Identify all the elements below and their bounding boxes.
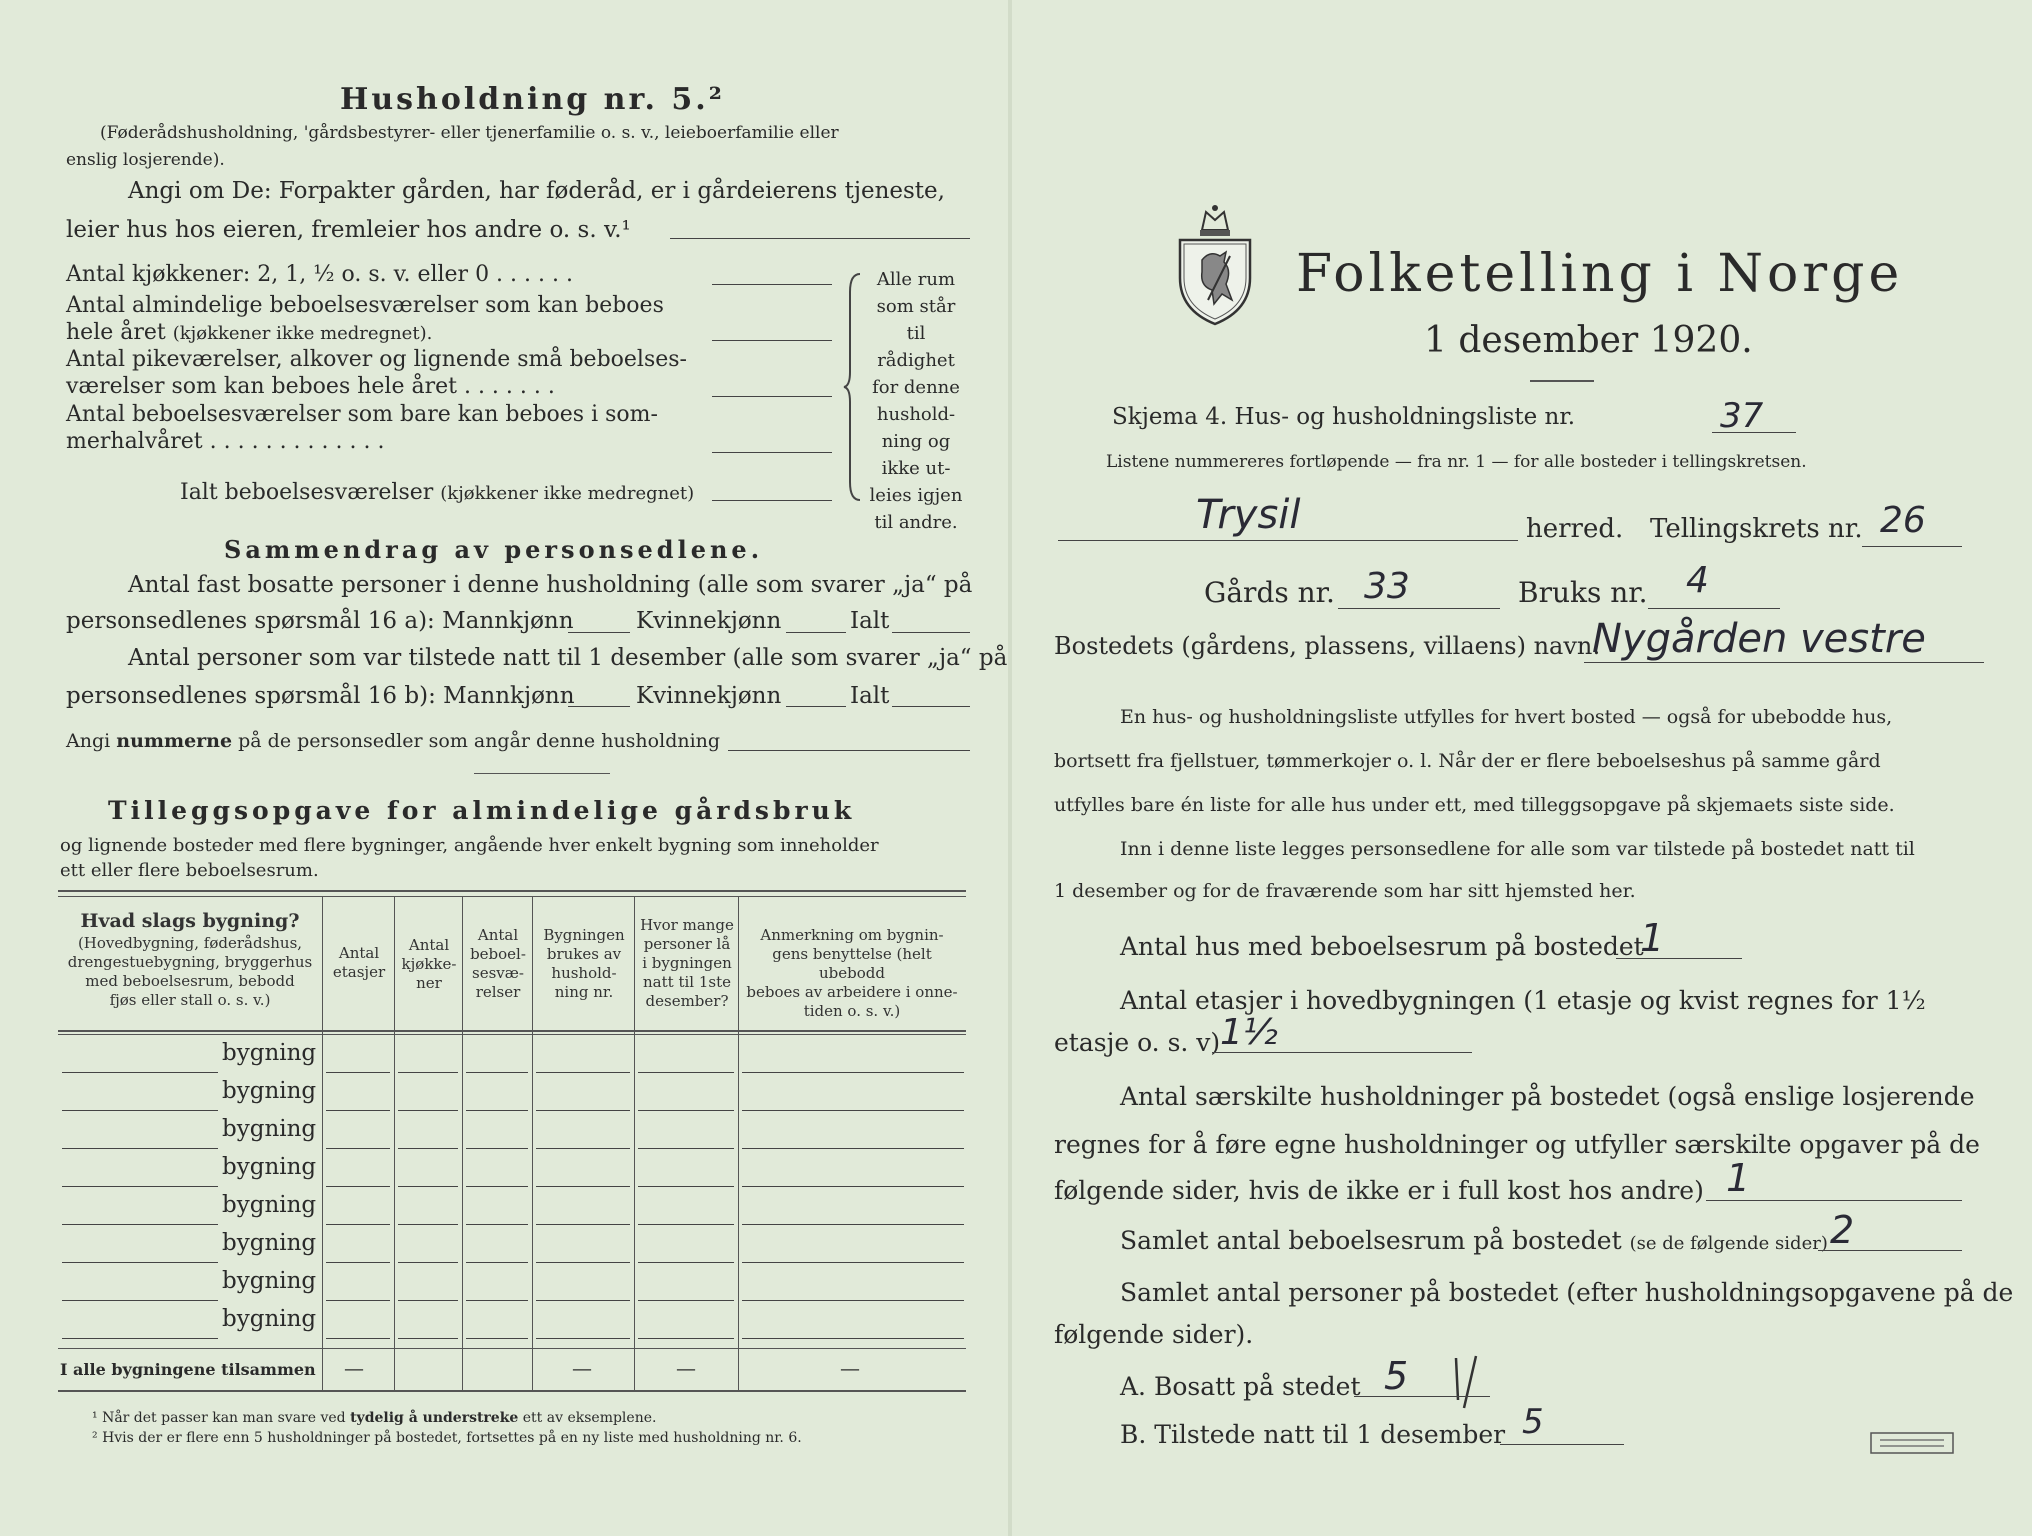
gards-label: Gårds nr. — [1204, 576, 1335, 609]
herred-value[interactable]: Trysil — [1196, 492, 1301, 538]
angi-answer-line[interactable] — [670, 238, 970, 239]
tilstede-mann-line[interactable] — [568, 706, 630, 707]
tilstede-ialt-line[interactable] — [892, 706, 970, 707]
table-cell[interactable] — [466, 1072, 528, 1073]
table-cell[interactable] — [638, 1262, 734, 1263]
table-cell[interactable] — [398, 1148, 458, 1149]
tillegg-line-1: og lignende bosteder med flere bygninger, angående hver enkelt bygning som inneholder — [60, 835, 879, 856]
info-line-1: En hus- og husholdningsliste utfylles for hvert bosted — også for ubebodde hus, — [1120, 706, 1893, 728]
col-hvad: Hvad slags bygning? (Hovedbygning, føderådshus, drengestuebygning, bryggerhus med beboelsesrum, bebodd fjøs eller stall o. s. v.) — [67, 910, 313, 1009]
bosatt-line — [1354, 1396, 1490, 1397]
table-cell[interactable] — [638, 1186, 734, 1187]
bruks-label: Bruks nr. — [1518, 576, 1648, 609]
brace-icon — [842, 272, 864, 502]
fast-mann-line[interactable] — [568, 632, 630, 633]
herred-label: herred. — [1526, 514, 1624, 544]
hus-line — [1616, 958, 1742, 959]
sommer-label-1: Antal beboelsesværelser som bare kan beboes i som- — [66, 402, 658, 427]
info-line-2: bortsett fra fjellstuer, tømmerkojer o. l. Når der er flere beboelseshus på samme gård — [1054, 750, 1881, 772]
col-etasjer: Antal etasjer — [332, 944, 386, 981]
fast-line-2: personsedlenes spørsmål 16 a): Mannkjønn — [66, 608, 574, 634]
table-cell[interactable] — [742, 1148, 964, 1149]
building-row-label: bygning — [222, 1154, 317, 1180]
table-cell[interactable] — [466, 1300, 528, 1301]
col-kjokkener: Antal kjøkke- ner — [401, 936, 457, 992]
tellingskrets-value[interactable]: 26 — [1880, 500, 1926, 541]
table-cell[interactable] — [398, 1262, 458, 1263]
skjema-line — [1712, 432, 1796, 433]
skjema-label: Skjema 4. Hus- og husholdningsliste nr. — [1112, 404, 1576, 430]
main-title: Folketelling i Norge — [1296, 244, 1904, 304]
rum-line — [1818, 1250, 1962, 1251]
almindelige-answer-line[interactable] — [712, 340, 832, 341]
gards-value[interactable]: 33 — [1364, 566, 1410, 607]
building-row-label: bygning — [222, 1268, 317, 1294]
sammendrag-title: Sammendrag av personsedlene. — [224, 535, 764, 564]
table-cell[interactable] — [742, 1224, 964, 1225]
total-brukes: — — [572, 1356, 592, 1380]
rum-label: Samlet antal beboelsesrum på bostedet (se de følgende sider) — [1120, 1226, 1828, 1255]
table-cell[interactable] — [326, 1110, 390, 1111]
table-cell[interactable] — [638, 1072, 734, 1073]
table-cell[interactable] — [466, 1186, 528, 1187]
info-line-4: Inn i denne liste legges personsedlene for alle som var tilstede på bostedet natt til — [1120, 838, 1915, 860]
table-cell[interactable] — [742, 1186, 964, 1187]
building-row-label: bygning — [222, 1192, 317, 1218]
table-cell[interactable] — [536, 1338, 630, 1339]
sommer-label-2: merhalvåret . . . . . . . . . . . . . — [66, 429, 385, 454]
table-cell[interactable] — [742, 1110, 964, 1111]
ialt-label: Ialt beboelsesværelser (kjøkkener ikke medregnet) — [180, 480, 695, 505]
footnote-2: ² Hvis der er flere enn 5 husholdninger på bostedet, fortsettes på en ny liste med husholdning nr. 6. — [92, 1430, 802, 1446]
hush-line — [1706, 1200, 1962, 1201]
col-beboelses: Antal beboel- sesvæ- relser — [470, 926, 526, 1001]
table-cell[interactable] — [466, 1262, 528, 1263]
building-type-field[interactable] — [62, 1110, 218, 1111]
date-rule — [1530, 380, 1594, 382]
table-cell[interactable] — [326, 1072, 390, 1073]
bruks-line — [1648, 608, 1780, 609]
total-etasjer: — — [344, 1356, 364, 1380]
table-cell[interactable] — [466, 1338, 528, 1339]
table-cell[interactable] — [466, 1110, 528, 1111]
building-row-label: bygning — [222, 1040, 317, 1066]
pers-label-1: Samlet antal personer på bostedet (efter husholdningsopgavene på de — [1120, 1278, 2014, 1307]
tilstede-kvinne-line[interactable] — [786, 706, 846, 707]
bostedets-label: Bostedets (gårdens, plassens, villaens) navn: — [1054, 632, 1601, 660]
bruks-value[interactable]: 4 — [1686, 560, 1709, 601]
tilstede-b-line — [1500, 1444, 1624, 1445]
table-cell[interactable] — [536, 1186, 630, 1187]
herred-line — [1058, 540, 1518, 541]
hush-value[interactable]: 1 — [1726, 1156, 1751, 1200]
table-cell[interactable] — [638, 1338, 734, 1339]
almindelige-label-1: Antal almindelige beboelsesværelser som kan beboes — [66, 293, 664, 318]
building-type-field[interactable] — [62, 1148, 218, 1149]
etasjer-line — [1212, 1052, 1472, 1053]
household-title: Husholdning nr. 5.² — [340, 82, 725, 117]
tilstede-kvinne-label: Kvinnekjønn — [636, 683, 782, 709]
fast-line-1: Antal fast bosatte personer i denne husholdning (alle som svarer „ja“ på — [128, 572, 973, 598]
total-anmerkning: — — [840, 1356, 860, 1380]
hush-label-1: Antal særskilte husholdninger på bostedet (også enslige losjerende — [1120, 1082, 1975, 1111]
hush-label-2: regnes for å føre egne husholdninger og utfyller særskilte opgaver på de — [1054, 1130, 1980, 1159]
table-cell[interactable] — [536, 1072, 630, 1073]
footnote-1: ¹ Når det passer kan man svare ved tydelig å understreke ett av eksemplene. — [92, 1410, 657, 1426]
info-line-3: utfylles bare én liste for alle hus under ett, med tilleggsopgave på skjemaets siste side. — [1054, 794, 1895, 816]
table-cell[interactable] — [326, 1338, 390, 1339]
building-type-field[interactable] — [62, 1300, 218, 1301]
bostedets-value[interactable]: Nygården vestre — [1592, 616, 1926, 662]
building-type-field[interactable] — [62, 1186, 218, 1187]
gards-line — [1338, 608, 1500, 609]
building-row-label: bygning — [222, 1078, 317, 1104]
table-cell[interactable] — [466, 1224, 528, 1225]
pers-label-2: følgende sider). — [1054, 1320, 1254, 1349]
building-row-label: bygning — [222, 1230, 317, 1256]
norway-coat-of-arms-icon — [1172, 200, 1258, 328]
bostedets-line — [1584, 662, 1984, 663]
kjokkener-label: Antal kjøkkener: 2, 1, ½ o. s. v. eller 0 . . . . . . — [66, 262, 573, 287]
etasjer-value[interactable]: 1½ — [1220, 1012, 1278, 1053]
table-cell[interactable] — [742, 1072, 964, 1073]
table-cell[interactable] — [536, 1224, 630, 1225]
printer-stamp-icon — [1870, 1432, 1954, 1454]
table-cell[interactable] — [536, 1262, 630, 1263]
tillegg-line-2: ett eller flere beboelsesrum. — [60, 860, 319, 881]
fast-kvinne-label: Kvinnekjønn — [636, 608, 782, 634]
etasjer-label-2: etasje o. s. v) — [1054, 1028, 1221, 1057]
pike-label-1: Antal pikeværelser, alkover og lignende små beboelses- — [66, 347, 687, 372]
sommer-answer-line[interactable] — [712, 452, 832, 453]
bosatt-label: A. Bosatt på stedet — [1120, 1372, 1361, 1401]
building-type-field[interactable] — [62, 1262, 218, 1263]
building-row-label: bygning — [222, 1306, 317, 1332]
table-cell[interactable] — [742, 1338, 964, 1339]
table-cell[interactable] — [326, 1224, 390, 1225]
kjokkener-answer-line[interactable] — [712, 284, 832, 285]
pike-label-2: værelser som kan beboes hele året . . . . . . . — [66, 374, 555, 399]
table-cell[interactable] — [742, 1300, 964, 1301]
table-cell[interactable] — [742, 1262, 964, 1263]
almindelige-label-2: hele året (kjøkkener ikke medregnet). — [66, 320, 433, 345]
etasjer-label-1: Antal etasjer i hovedbygningen (1 etasje og kvist regnes for 1½ — [1120, 986, 1926, 1015]
table-cell[interactable] — [638, 1300, 734, 1301]
table-cell[interactable] — [536, 1300, 630, 1301]
hus-value[interactable]: 1 — [1640, 916, 1665, 960]
tellingskrets-line — [1862, 546, 1962, 547]
building-row-label: bygning — [222, 1116, 317, 1142]
angi-line-2: leier hus hos eieren, fremleier hos andre o. s. v.¹ — [66, 217, 631, 243]
hush-label-3: følgende sider, hvis de ikke er i full kost hos andre) — [1054, 1176, 1704, 1205]
bosatt-value[interactable]: 5 — [1384, 1354, 1409, 1398]
table-cell[interactable] — [398, 1300, 458, 1301]
col-anmerkning: Anmerkning om bygnin- gens benyttelse (helt ubebodd beboes av arbeidere i onne- tiden o. s. v.) — [746, 926, 958, 1020]
col-personer: Hvor mange personer lå i bygningen natt til 1ste desember? — [640, 916, 734, 1010]
table-cell[interactable] — [326, 1148, 390, 1149]
table-cell[interactable] — [398, 1072, 458, 1073]
skjema-value[interactable]: 37 — [1720, 396, 1764, 436]
table-cell[interactable] — [638, 1148, 734, 1149]
nummerne-label: Angi nummerne på de personsedler som angår denne husholdning — [66, 730, 721, 752]
table-cell[interactable] — [326, 1186, 390, 1187]
building-type-field[interactable] — [62, 1338, 218, 1339]
household-subtitle-1: (Føderådshusholdning, 'gårdsbestyrer- eller tjenerfamilie o. s. v., leieboerfamilie eller — [100, 123, 839, 143]
fast-ialt-label: Ialt — [850, 608, 890, 634]
tillegg-title: Tilleggsopgave for almindelige gårdsbruk — [108, 796, 856, 825]
table-cell[interactable] — [536, 1148, 630, 1149]
fast-ialt-line[interactable] — [892, 632, 970, 633]
table-cell[interactable] — [398, 1186, 458, 1187]
table-cell[interactable] — [638, 1224, 734, 1225]
pike-answer-line[interactable] — [712, 396, 832, 397]
nummerne-answer-line[interactable] — [728, 750, 970, 751]
angi-line-1: Angi om De: Forpakter gården, har føderåd, er i gårdeierens tjeneste, — [128, 178, 945, 204]
tilstede-b-label: B. Tilstede natt til 1 desember — [1120, 1420, 1506, 1449]
rum-value[interactable]: 2 — [1830, 1208, 1855, 1252]
tilstede-line-1: Antal personer som var tilstede natt til 1 desember (alle som svarer „ja“ på — [128, 645, 1008, 671]
total-personer: — — [676, 1356, 696, 1380]
table-cell[interactable] — [398, 1224, 458, 1225]
building-type-field[interactable] — [62, 1224, 218, 1225]
household-subtitle-2: enslig losjerende). — [66, 150, 225, 170]
tilstede-b-value[interactable]: 5 — [1522, 1402, 1544, 1442]
listene-note: Listene nummereres fortløpende — fra nr. 1 — for alle bosteder i tellingskretsen. — [1106, 452, 1807, 472]
table-cell[interactable] — [398, 1338, 458, 1339]
page-fold — [1008, 0, 1012, 1536]
info-line-5: 1 desember og for de fraværende som har sitt hjemsted her. — [1054, 880, 1636, 902]
table-cell[interactable] — [398, 1110, 458, 1111]
census-date: 1 desember 1920. — [1424, 320, 1753, 361]
ialt-answer-line[interactable] — [712, 500, 832, 501]
table-cell[interactable] — [326, 1300, 390, 1301]
tellingskrets-label: Tellingskrets nr. — [1650, 514, 1863, 544]
total-label: I alle bygningene tilsammen — [60, 1360, 316, 1379]
table-cell[interactable] — [536, 1110, 630, 1111]
tilstede-line-2: personsedlenes spørsmål 16 b): Mannkjønn — [66, 683, 575, 709]
col-brukes: Bygningen brukes av hushold- ning nr. — [543, 926, 625, 1001]
divider — [474, 773, 610, 774]
building-type-field[interactable] — [62, 1072, 218, 1073]
fast-kvinne-line[interactable] — [786, 632, 846, 633]
check-mark-icon — [1450, 1352, 1482, 1412]
tilstede-ialt-label: Ialt — [850, 683, 890, 709]
table-cell[interactable] — [466, 1148, 528, 1149]
table-cell[interactable] — [638, 1110, 734, 1111]
brace-note: Alle rum som står til rådighet for denne hushold- ning og ikke ut- leies igjen til andre. — [869, 269, 963, 533]
hus-label: Antal hus med beboelsesrum på bostedet — [1120, 932, 1644, 961]
table-cell[interactable] — [326, 1262, 390, 1263]
